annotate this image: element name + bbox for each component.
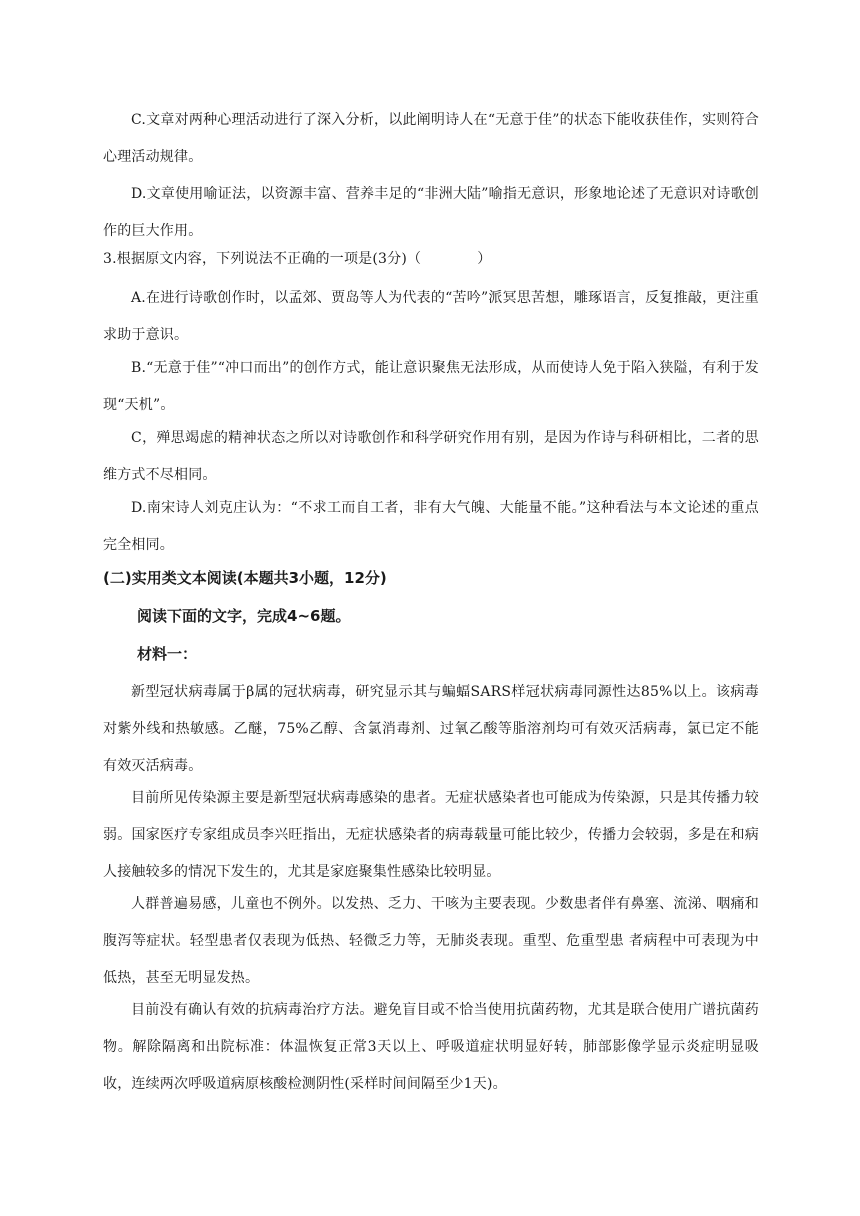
q3-stem-text: 3.根据原文内容，下列说法不正确的一项是(3分)（: [103, 251, 422, 267]
q3-option-d: D.南宋诗人刘克庄认为：“不求工而自工者，非有大气魄、大能量不能。”这种看法与本文论述的重点完全相同。: [103, 500, 759, 553]
section-instruction: 阅读下面的文字，完成4~6题。: [137, 607, 351, 625]
q3-option-c: C，殚思竭虑的精神状态之所以对诗歌创作和科学研究作用有别，是因为作诗与科研相比，二者的思维方式不尽相同。: [103, 430, 759, 483]
q3-option-a: A.在进行诗歌创作时，以孟郊、贾岛等人为代表的“苦吟”派冥思苦想，雕琢语言，反复推敲，更注重求助于意识。: [103, 290, 759, 343]
q3-stem-close: ）: [477, 251, 492, 267]
material-paragraph: 新型冠状病毒属于β属的冠状病毒，研究显示其与蝙蝠SARS样冠状病毒同源性达85%以上。该病毒对紫外线和热敏感。乙醚，75%乙醇、含氯消毒剂、过氧乙酸等脂溶剂均可有效灭活病毒，氯已定不能有效灭活病毒。: [103, 684, 759, 774]
q3-option-b: B.“无意于佳”“冲口而出”的创作方式，能让意识聚焦无法形成，从而使诗人免于陷入狭隘，有利于发现“天机”。: [103, 360, 759, 413]
section-heading: (二)实用类文本阅读(本题共3小题，12分): [103, 569, 387, 587]
material-paragraph: 人群普遍易感，儿童也不例外。以发热、乏力、干咳为主要表现。少数患者伴有鼻塞、流涕、咽痛和腹泻等症状。轻型患者仅表现为低热、轻微乏力等，无肺炎表现。重型、危重型患 者病程中可表现为中低热，甚至无明显发热。: [103, 896, 759, 986]
q3-stem: [103, 241, 759, 278]
material-paragraph: 目前所见传染源主要是新型冠状病毒感染的患者。无症状感染者也可能成为传染源，只是其传播力较弱。国家医疗专家组成员李兴旺指出，无症状感染者的病毒载量可能比较少，传播力会较弱，多是在和病人接触较多的情况下发生的，尤其是家庭聚集性感染比较明显。: [103, 790, 759, 880]
material-paragraph: 目前没有确认有效的抗病毒治疗方法。避免盲目或不恰当使用抗菌药物，尤其是联合使用广谱抗菌药物。解除隔离和出院标准：体温恢复正常3天以上、呼吸道症状明显好转，肺部影像学显示炎症明显吸收，连续两次呼吸道病原核酸检测阴性(采样时间间隔至少1天)。: [103, 1002, 759, 1092]
q2-option-c: C.文章对两种心理活动进行了深入分析，以此阐明诗人在“无意于佳”的状态下能收获佳作，实则符合心理活动规律。: [103, 112, 759, 165]
q2-option-d: D.文章使用喻证法，以资源丰富、营养丰足的“非洲大陆”喻指无意识，形象地论述了无意识对诗歌创作的巨大作用。: [103, 186, 759, 239]
material-label: 材料一：: [137, 645, 198, 663]
